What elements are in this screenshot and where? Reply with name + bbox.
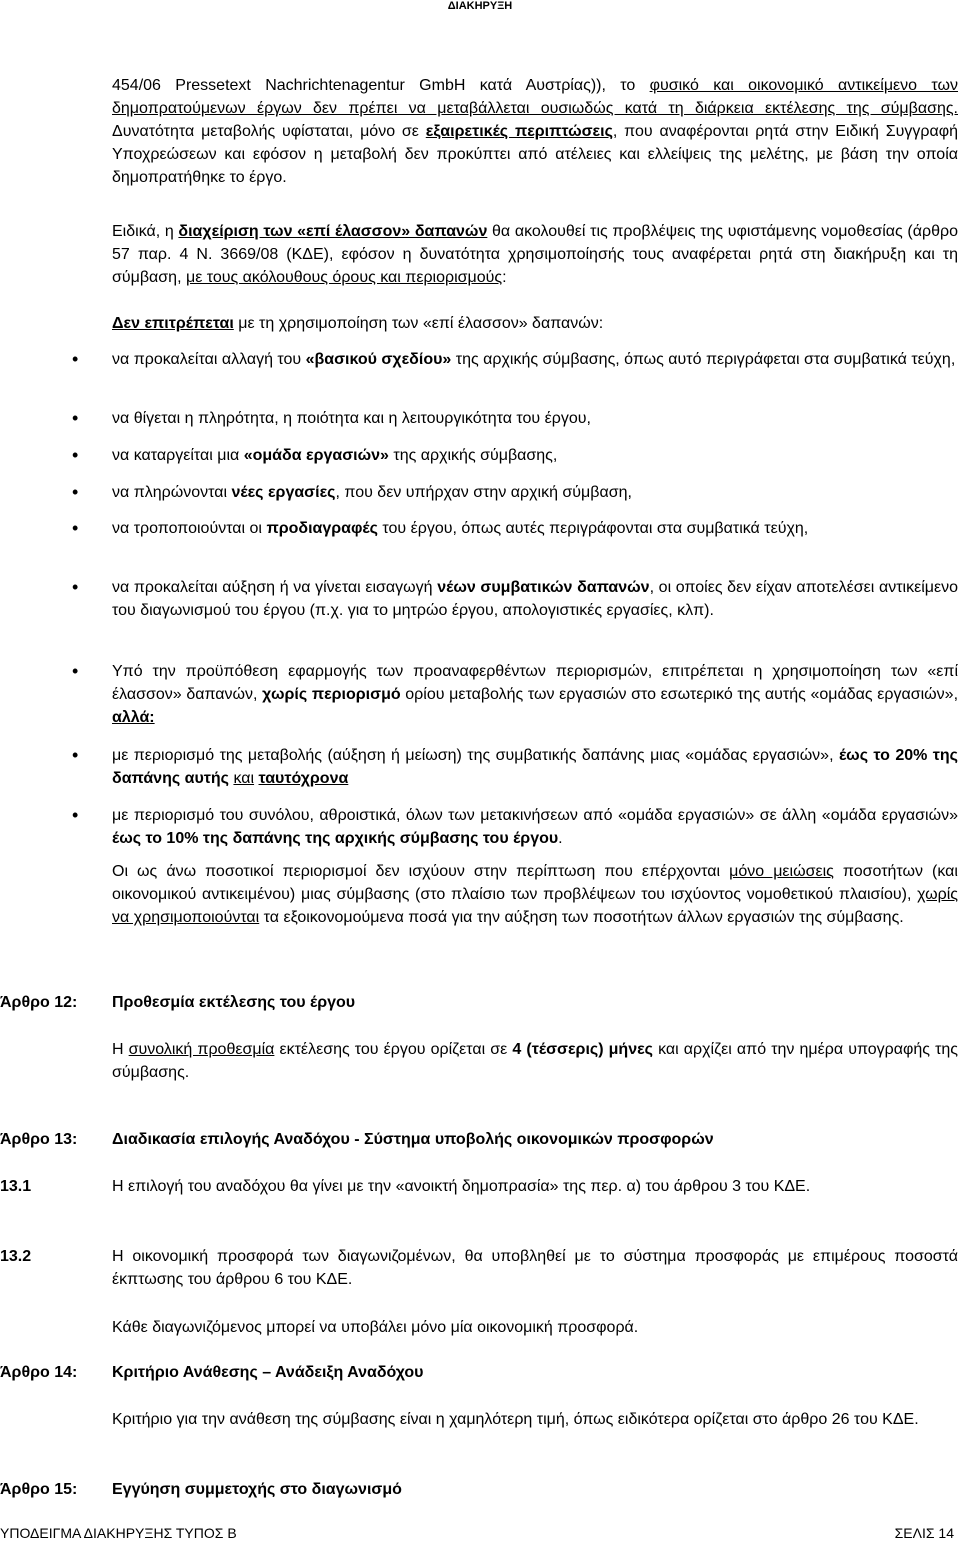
bullet-icon: • (72, 482, 79, 502)
section-13-2: 13.2 Η οικονομική προσφορά των διαγωνιζομένων, θα υποβληθεί με το σύστημα προσφοράς με επιμέρους ποσοστά έκπτωσης του άρθρου 6 του ΚΔΕ. (0, 1248, 958, 1288)
page-number: ΣΕΛΙΣ 14 (894, 1525, 954, 1541)
article-14-heading: Άρθρο 14: Κριτήριο Ανάθεσης – Ανάδειξη Αναδόχου (0, 1364, 424, 1381)
not-allowed-line: Δεν επιτρέπεται με τη χρησιμοποίηση των «επί έλασσον» δαπανών: (112, 315, 604, 332)
page-header: ΔΙΑΚΗΡΥΞΗ (447, 0, 513, 12)
section-13-2-extra: Κάθε διαγωνιζόμενος μπορεί να υποβάλει μόνο μία οικονομική προσφορά. (112, 1319, 639, 1336)
bullet-icon: • (72, 408, 79, 428)
bullet-icon: • (72, 661, 79, 681)
list-item: • να προκαλείται αλλαγή του «βασικού σχεδίου» της αρχικής σύμβασης, όπως αυτό περιγράφεται στα συμβατικά τεύχη, (72, 349, 956, 369)
article-14-text: Κριτήριο για την ανάθεση της σύμβασης είναι η χαμηλότερη τιμή, όπως ειδικότερα ορίζεται στο άρθρο 26 του ΚΔΕ. (112, 1411, 919, 1428)
paragraph-special: Ειδικά, η διαχείριση των «επί έλασσον» δαπανών θα ακολουθεί τις προβλέψεις της υφιστάμενης νομοθεσίας (άρθρο 57 παρ. 4 Ν. 3669/08 (ΚΔΕ), εφόσον η δυνατότητα χρησιμοποίησής τους αναφέρεται ρητά στη διακήρυξη και τη σύμβαση, με τους ακόλουθους όρους και περιορισμούς: (112, 223, 958, 286)
list-item: • με περιορισμό της μεταβολής (αύξηση ή μείωση) της συμβατικής δαπάνης μιας «ομάδας εργασιών», έως το 20% της δαπάνης αυτής και ταυτόχρονα (72, 745, 958, 787)
article-12-heading: Άρθρο 12: Προθεσμία εκτέλεσης του έργου (0, 994, 356, 1011)
bullet-icon: • (72, 577, 79, 597)
article-13-heading: Άρθρο 13: Διαδικασία επιλογής Αναδόχου - Σύστημα υποβολής οικονομικών προσφορών (0, 1131, 714, 1148)
bullet-icon: • (72, 445, 79, 465)
list-item: • να πληρώνονται νέες εργασίες, που δεν υπήρχαν στην αρχική σύμβαση, (72, 482, 632, 502)
paragraph-intro: 454/06 Pressetext Nachrichtenagentur GmbH κατά Αυστρίας)), το φυσικό και οικονομικό αντικείμενο των δημοπρατούμενων έργων δεν πρέπει να μεταβάλλεται ουσιωδώς κατά τη διάρκεια εκτέλεσης της σύμβασης. Δυνατότητα μεταβολής υφίσταται, μόνο σε εξαιρετικές περιπτώσεις, που αναφέρονται ρητά στην Ειδική Συγγραφή Υποχρεώσεων και εφόσον η μεταβολή δεν προκύπτει από ατέλειες και ελλείψεις της μελέτης, με βάση την οποία δημοπρατήθηκε το έργο. (112, 77, 959, 186)
list-item: • να τροποποιούνται οι προδιαγραφές του έργου, όπως αυτές περιγράφονται στα συμβατικά τεύχη, (72, 518, 809, 538)
bullet-icon: • (72, 805, 79, 825)
list-item: • να θίγεται η πληρότητα, η ποιότητα και η λειτουργικότητα του έργου, (72, 408, 591, 428)
paragraph-limits: Οι ως άνω ποσοτικοί περιορισμοί δεν ισχύουν στην περίπτωση που επέρχονται μόνο μειώσεις ποσοτήτων (και οικονομικού αντικειμένου) μιας σύμβασης (στο πλαίσιο των προβλέψεων του ισχύοντος νομοθετικού πλαισίου), χωρίς να χρησιμοποιούνται τα εξοικονομούμενα ποσά για την αύξηση των ποσοτήτων άλλων εργασιών της σύμβασης. (112, 863, 958, 926)
list-item: • Υπό την προϋπόθεση εφαρμογής των προαναφερθέντων περιορισμών, επιτρέπεται η χρησιμοποίηση των «επί έλασσον» δαπανών, χωρίς περιορισμό ορίου μεταβολής των εργασιών στο εσωτερικό της αυτής «ομάδας εργασιών», αλλά: (72, 661, 959, 726)
list-item: • να προκαλείται αύξηση ή να γίνεται εισαγωγή νέων συμβατικών δαπανών, οι οποίες δεν είχαν αποτελέσει αντικείμενο του διαγωνισμού του έργου (π.χ. για το μητρώο έργου, απολογιστικές εργασίες, κλπ). (72, 577, 959, 619)
footer-doc-title: ΥΠΟΔΕΙΓΜΑ ΔΙΑΚΗΡΥΞΗΣ ΤΥΠΟΣ Β (0, 1525, 237, 1541)
article-15-heading: Άρθρο 15: Εγγύηση συμμετοχής στο διαγωνισμό (0, 1481, 402, 1498)
list-item: • με περιορισμό του συνόλου, αθροιστικά, όλων των μετακινήσεων από «ομάδα εργασιών» σε άλλη «ομάδα εργασιών» έως το 10% της δαπάνης της αρχικής σύμβασης του έργου. (72, 805, 958, 847)
list-item: • να καταργείται μια «ομάδα εργασιών» της αρχικής σύμβασης, (72, 445, 558, 465)
bullet-icon: • (72, 518, 79, 538)
bullet-icon: • (72, 349, 79, 369)
bullet-icon: • (72, 745, 79, 765)
article-12-text: Η συνολική προθεσμία εκτέλεσης του έργου ορίζεται σε 4 (τέσσερις) μήνες και αρχίζει από την ημέρα υπογραφής της σύμβασης. (112, 1041, 959, 1081)
section-13-1: 13.1 Η επιλογή του αναδόχου θα γίνει με την «ανοικτή δημοπρασία» της περ. α) του άρθρου 3 του ΚΔΕ. (0, 1178, 811, 1195)
